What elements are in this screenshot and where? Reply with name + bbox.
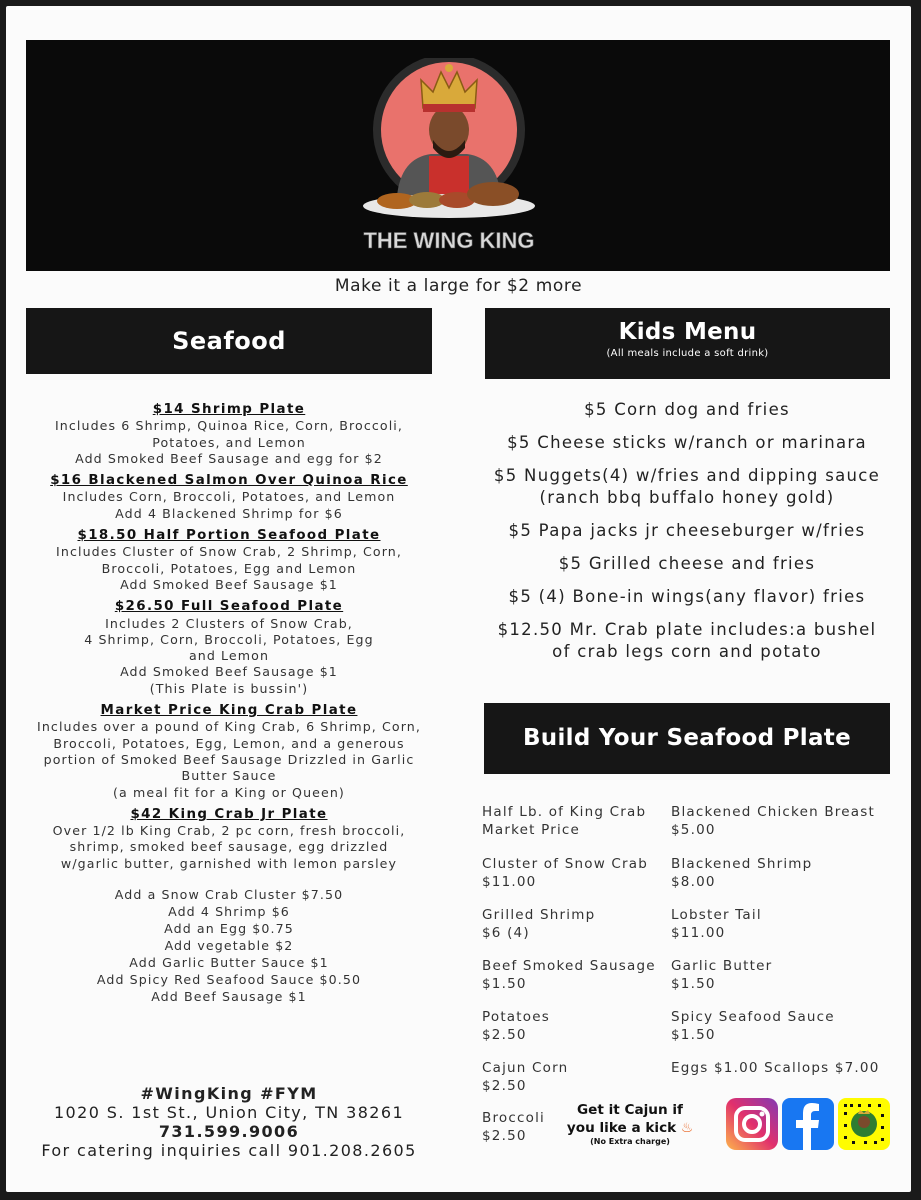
instagram-icon[interactable] — [726, 1098, 778, 1150]
seafood-item-line: Includes 6 Shrimp, Quinoa Rice, Corn, Broccoli, — [54, 418, 403, 434]
build-option-price: Market Price — [482, 822, 581, 838]
seafood-item-line: Broccoli, Potatoes, Egg, Lemon, and a generous — [53, 735, 405, 751]
build-option — [671, 1008, 835, 1044]
build-option-name: Lobster Tail — [671, 907, 762, 923]
build-option-price: $11.00 — [482, 874, 537, 890]
facebook-icon[interactable] — [782, 1098, 834, 1150]
kids-menu-heading: Kids Menu — [618, 319, 757, 345]
seafood-item-line: and Lemon — [188, 648, 270, 664]
build-option-name: Cajun Corn — [482, 1060, 569, 1076]
build-option — [482, 957, 656, 993]
kids-menu-item-text: (ranch bbq buffalo honey gold) — [539, 488, 835, 507]
seafood-item-line: Includes Corn, Broccoli, Potatoes, and Lemon — [62, 489, 396, 505]
seafood-heading: Seafood — [26, 308, 432, 374]
build-option-name: Cluster of Snow Crab — [482, 856, 649, 872]
seafood-item-title: $16 Blackened Salmon Over Quinoa Rice — [50, 473, 408, 489]
kids-menu-item — [484, 553, 890, 575]
seafood-item-line: Broccoli, Potatoes, Egg and Lemon — [101, 560, 357, 576]
build-option-name: Grilled Shrimp — [482, 907, 596, 923]
build-option-name: Spicy Seafood Sauce — [671, 1009, 835, 1025]
addons-list — [20, 886, 438, 1005]
seafood-item-line: portion of Smoked Beef Sausage Drizzled in Garlic — [43, 751, 415, 767]
seafood-list — [20, 402, 438, 1005]
cajun-note — [560, 1101, 700, 1146]
seafood-item-line: 4 Shrimp, Corn, Broccoli, Potatoes, Egg — [84, 631, 374, 647]
seafood-item — [20, 528, 438, 593]
build-option-name: Beef Smoked Sausage — [482, 958, 656, 974]
seafood-item — [20, 807, 438, 872]
build-option-price: $6 (4) — [482, 925, 530, 941]
brand-name: THE WING KING — [363, 228, 535, 253]
build-option-name: Broccoli — [482, 1110, 545, 1126]
phone-number: 731.599.9006 — [158, 1122, 300, 1141]
seafood-item-line: shrimp, smoked beef sausage, egg drizzled — [69, 839, 389, 855]
build-option — [482, 803, 646, 839]
addon-item: Add 4 Shrimp $6 — [168, 904, 290, 920]
cajun-line-1: Get it Cajun if — [577, 1102, 683, 1118]
build-option-price: $11.00 — [671, 925, 726, 941]
build-option — [482, 855, 648, 891]
address: 1020 S. 1st St., Union City, TN 38261 — [53, 1103, 405, 1122]
kids-menu-item-text: of crab legs corn and potato — [552, 642, 822, 661]
menu-page — [6, 6, 911, 1192]
build-option-name: Garlic Butter — [671, 958, 773, 974]
kids-menu-item — [484, 465, 890, 509]
kids-menu-item-text: $5 Cheese sticks w/ranch or marinara — [507, 433, 867, 452]
seafood-item-line: Includes over a pound of King Crab, 6 Shrimp, Corn, — [37, 719, 421, 735]
seafood-item-line: Add Smoked Beef Sausage $1 — [120, 576, 338, 592]
kids-menu-item-text: $5 Nuggets(4) w/fries and dipping sauce — [493, 466, 881, 485]
cajun-line-2 — [560, 1119, 700, 1137]
build-option-price: $2.50 — [482, 1027, 527, 1043]
seafood-item-line: Add Smoked Beef Sausage and egg for $2 — [75, 450, 383, 466]
seafood-item-line: Add Smoked Beef Sausage $1 — [120, 664, 338, 680]
build-option — [671, 855, 812, 891]
seafood-item-line: Over 1/2 lb King Crab, 2 pc corn, fresh broccoli, — [52, 823, 406, 839]
seafood-item-line: (a meal fit for a King or Queen) — [113, 784, 345, 800]
fire-icon: ♨ — [680, 1120, 694, 1136]
kids-menu-item — [484, 399, 890, 421]
seafood-item-line: Includes 2 Clusters of Snow Crab, — [105, 615, 353, 631]
kids-menu-heading-box — [485, 308, 890, 379]
kids-menu-item — [484, 619, 890, 663]
cajun-line-2-text: you like a kick — [566, 1120, 677, 1136]
build-option-price: $2.50 — [482, 1078, 527, 1094]
build-option-price: $1.50 — [482, 976, 527, 992]
build-option — [482, 906, 595, 942]
build-option — [671, 1059, 880, 1077]
seafood-item-line: Includes Cluster of Snow Crab, 2 Shrimp, Corn, — [56, 544, 402, 560]
kids-menu-item — [484, 520, 890, 542]
build-option-price: $1.50 — [671, 976, 716, 992]
cajun-note-small: (No Extra charge) — [590, 1137, 670, 1146]
addon-item: Add Beef Sausage $1 — [151, 989, 307, 1005]
seafood-item-line: Potatoes, and Lemon — [152, 434, 306, 450]
seafood-item — [20, 402, 438, 467]
catering-info: For catering inquiries call 901.208.2605 — [41, 1141, 417, 1160]
build-option — [671, 803, 875, 839]
contact-block — [20, 1084, 438, 1160]
social-icons — [726, 1098, 891, 1150]
build-option — [482, 1008, 550, 1044]
kids-menu-item-text: $5 Corn dog and fries — [584, 400, 790, 419]
addon-item: Add Garlic Butter Sauce $1 — [129, 955, 329, 971]
build-option-name: Half Lb. of King Crab — [482, 804, 647, 820]
build-option-name: Eggs $1.00 Scallops $7.00 — [671, 1060, 880, 1076]
build-option — [482, 1109, 545, 1145]
seafood-item-line: (This Plate is bussin') — [149, 680, 309, 696]
seafood-item-title: $14 Shrimp Plate — [152, 402, 306, 417]
large-upgrade-note: Make it a large for $2 more — [334, 276, 583, 296]
build-option-price: $8.00 — [671, 874, 716, 890]
seafood-item — [20, 473, 438, 522]
kids-menu-list — [484, 399, 890, 674]
seafood-item — [20, 703, 438, 801]
seafood-item-title: $26.50 Full Seafood Plate — [114, 599, 344, 615]
seafood-item-title: $42 King Crab Jr Plate — [130, 806, 328, 822]
hashtags: #WingKing #FYM — [140, 1084, 318, 1103]
build-plate-heading: Build Your Seafood Plate — [484, 703, 890, 774]
addon-item: Add an Egg $0.75 — [164, 921, 294, 937]
kids-menu-item-text: $5 (4) Bone-in wings(any flavor) fries — [508, 587, 866, 606]
addon-item: Add Spicy Red Seafood Sauce $0.50 — [96, 972, 362, 988]
seafood-item-title: Market Price King Crab Plate — [100, 703, 358, 719]
addon-item: Add vegetable $2 — [164, 938, 294, 954]
seafood-item-line: w/garlic butter, garnished with lemon parsley — [60, 855, 398, 871]
kids-menu-subheading: (All meals include a soft drink) — [606, 348, 769, 359]
seafood-item-line: Add 4 Blackened Shrimp for $6 — [115, 505, 343, 521]
build-option-name: Potatoes — [482, 1009, 550, 1025]
build-option-name: Blackened Shrimp — [671, 856, 813, 872]
kids-menu-item-text: $5 Papa jacks jr cheeseburger w/fries — [508, 521, 866, 540]
build-option-price: $1.50 — [671, 1027, 716, 1043]
build-option-price: $5.00 — [671, 822, 716, 838]
build-option — [671, 957, 772, 993]
wing-king-logo — [361, 58, 537, 258]
build-option — [671, 906, 762, 942]
seafood-item-title: $18.50 Half Portion Seafood Plate — [77, 528, 381, 544]
addon-item: Add a Snow Crab Cluster $7.50 — [114, 887, 344, 903]
kids-menu-item-text: $12.50 Mr. Crab plate includes:a bushel — [497, 620, 877, 639]
build-option — [482, 1059, 568, 1095]
build-option-price: $2.50 — [482, 1128, 527, 1144]
snapchat-qr-icon[interactable] — [838, 1098, 890, 1150]
kids-menu-item — [484, 586, 890, 608]
build-option-name: Blackened Chicken Breast — [671, 804, 875, 820]
kids-menu-item-text: $5 Grilled cheese and fries — [558, 554, 816, 573]
logo-graphic — [361, 58, 537, 258]
kids-menu-item — [484, 432, 890, 454]
seafood-item — [20, 599, 438, 697]
seafood-item-line: Butter Sauce — [181, 768, 277, 784]
